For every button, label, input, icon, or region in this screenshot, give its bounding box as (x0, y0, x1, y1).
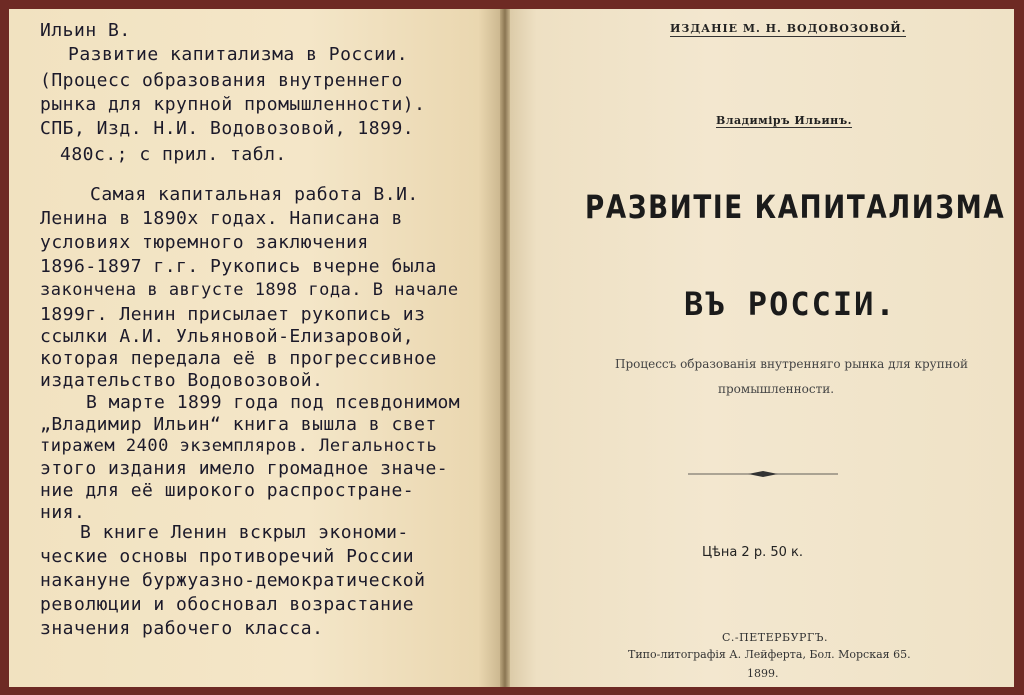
imprint-city: С.-ПЕТЕРБУРГЪ. (722, 631, 828, 644)
note-line: значения рабочего класса. (40, 618, 324, 639)
imprint-year: 1899. (747, 667, 779, 680)
note-line: В книге Ленин вскрыл экономи- (80, 522, 409, 543)
book-title-place: ВЪ РОССІИ. (684, 285, 897, 323)
note-line: ния. (40, 502, 86, 523)
note-line: тиражем 2400 экземпляров. Легальность (40, 436, 438, 456)
publisher-line: ИЗДАНІЕ М. Н. ВОДОВОЗОВОЙ. (670, 22, 907, 35)
note-line: ние для её широкого распростране- (40, 480, 415, 501)
note-line: 480с.; с прил. табл. (60, 144, 287, 165)
note-line: рынка для крупной промышленности). (40, 94, 426, 115)
note-line: ческие основы противоречий России (40, 546, 415, 567)
note-line: условиях тюремного заключения (40, 232, 369, 253)
ornament-divider (688, 470, 838, 478)
price-label: Цѣна 2 р. 50 к. (702, 545, 804, 560)
title-page (506, 9, 1014, 687)
note-line: „Владимир Ильин“ книга вышла в свет (40, 414, 437, 435)
imprint-printer: Типо-литографія А. Лейферта, Бол. Морская 65. (628, 648, 911, 661)
note-line: 1899г. Ленин присылает рукопись из (40, 304, 426, 325)
note-line: революции и обосновал возрастание (40, 594, 415, 615)
note-line: (Процесс образования внутреннего (40, 70, 403, 91)
note-line: ссылки А.И. Ульяновой-Елизаровой, (40, 326, 415, 347)
note-line: Развитие капитализма в России. (68, 44, 409, 65)
note-line: Ильин В. (40, 20, 131, 41)
note-line: Ленина в 1890х годах. Написана в (40, 208, 403, 229)
book-description-cont: промышленности. (718, 382, 835, 396)
note-line: В марте 1899 года под псевдонимом (86, 392, 461, 413)
book-title: РАЗВИТІЕ КАПИТАЛИЗМА (585, 188, 1006, 226)
book-description: Процессъ образованія внутренняго рынка для крупной (615, 357, 968, 371)
note-line: 1896-1897 г.г. Рукопись вчерне была (40, 256, 437, 277)
note-line: накануне буржуазно-демократической (40, 570, 426, 591)
note-line: закончена в августе 1898 года. В начале (40, 280, 459, 300)
author-name: Владиміръ Ильинъ. (716, 114, 852, 127)
note-line: этого издания имело громадное значе- (40, 458, 449, 479)
note-line: издательство Водовозовой. (40, 370, 324, 391)
note-line: которая передала её в прогрессивное (40, 348, 437, 369)
book-spine (500, 9, 510, 687)
note-line: Самая капитальная работа В.И. (90, 184, 419, 205)
note-line: СПБ, Изд. Н.И. Водовозовой, 1899. (40, 118, 415, 139)
